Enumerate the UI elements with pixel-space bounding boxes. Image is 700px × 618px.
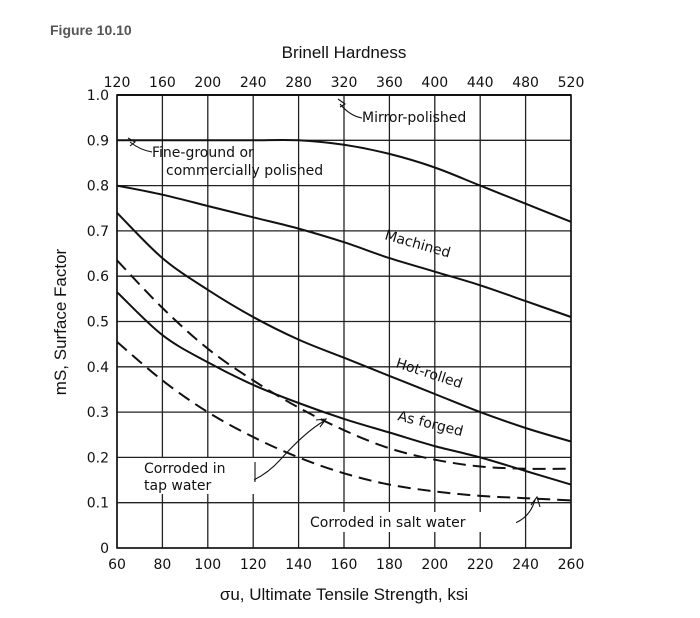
x-tick-label: 200: [421, 557, 449, 573]
label-tap-water-line2: tap water: [144, 478, 212, 494]
top-tick-label: 480: [512, 75, 539, 91]
y-tick-labels: [87, 88, 109, 557]
label-tap-water-line1: Corroded in: [144, 461, 226, 477]
top-tick-label: 400: [421, 75, 449, 91]
top-tick-label: 280: [285, 75, 312, 91]
y-tick-label: 0.4: [86, 359, 109, 376]
x-tick-label: 240: [512, 557, 539, 573]
x-tick-label: 60: [108, 557, 126, 573]
x-axis-title: σu, Ultimate Tensile Strength, ksi: [219, 585, 469, 604]
y-tick-label: 0.2: [86, 450, 109, 467]
label-machined: Machined: [382, 227, 453, 262]
top-tick-label: 200: [194, 75, 222, 91]
y-axis-title: mS, Surface Factor: [51, 248, 70, 396]
mirror-leader: [340, 104, 362, 118]
label-salt-water: Corroded in salt water: [310, 515, 466, 531]
y-tick-label: 1.0: [86, 88, 109, 104]
x-tick-label: 140: [285, 557, 312, 573]
label-as-forged: As forged: [396, 408, 465, 441]
top-axis-title: Brinell Hardness: [281, 43, 407, 62]
y-tick-label: 0.1: [86, 495, 109, 512]
x-tick-label: 120: [239, 557, 267, 573]
top-tick-label: 160: [149, 75, 176, 91]
figure-label: Figure 10.10: [50, 22, 132, 38]
y-tick-label: 0.9: [86, 133, 109, 150]
top-tick-label: 240: [239, 75, 267, 91]
top-tick-label: 520: [557, 75, 585, 91]
x-tick-label: 160: [330, 557, 358, 573]
label-mirror-polished: Mirror-polished: [362, 110, 467, 126]
label-fine-ground-line2: commercially polished: [166, 163, 324, 179]
y-tick-label: 0.3: [86, 405, 109, 422]
top-tick-label: 440: [466, 75, 494, 91]
top-axis-tick-labels: [104, 75, 585, 91]
label-fine-ground-line1: Fine-ground or: [152, 145, 254, 161]
x-tick-label: 80: [153, 557, 172, 573]
y-tick-label: 0.6: [86, 269, 109, 286]
y-tick-label: 0: [100, 541, 109, 557]
x-tick-labels: [108, 557, 584, 573]
x-tick-label: 220: [466, 557, 494, 573]
y-tick-label: 0.8: [86, 178, 109, 195]
x-tick-label: 260: [557, 557, 585, 573]
y-tick-label: 0.5: [86, 314, 109, 331]
top-tick-label: 320: [330, 75, 358, 91]
top-tick-label: 360: [376, 75, 403, 91]
x-tick-label: 100: [194, 557, 222, 573]
x-tick-label: 180: [376, 557, 403, 573]
top-tick-label: 120: [103, 75, 131, 91]
label-hot-rolled: Hot-rolled: [393, 355, 465, 393]
y-tick-label: 0.7: [86, 223, 109, 240]
